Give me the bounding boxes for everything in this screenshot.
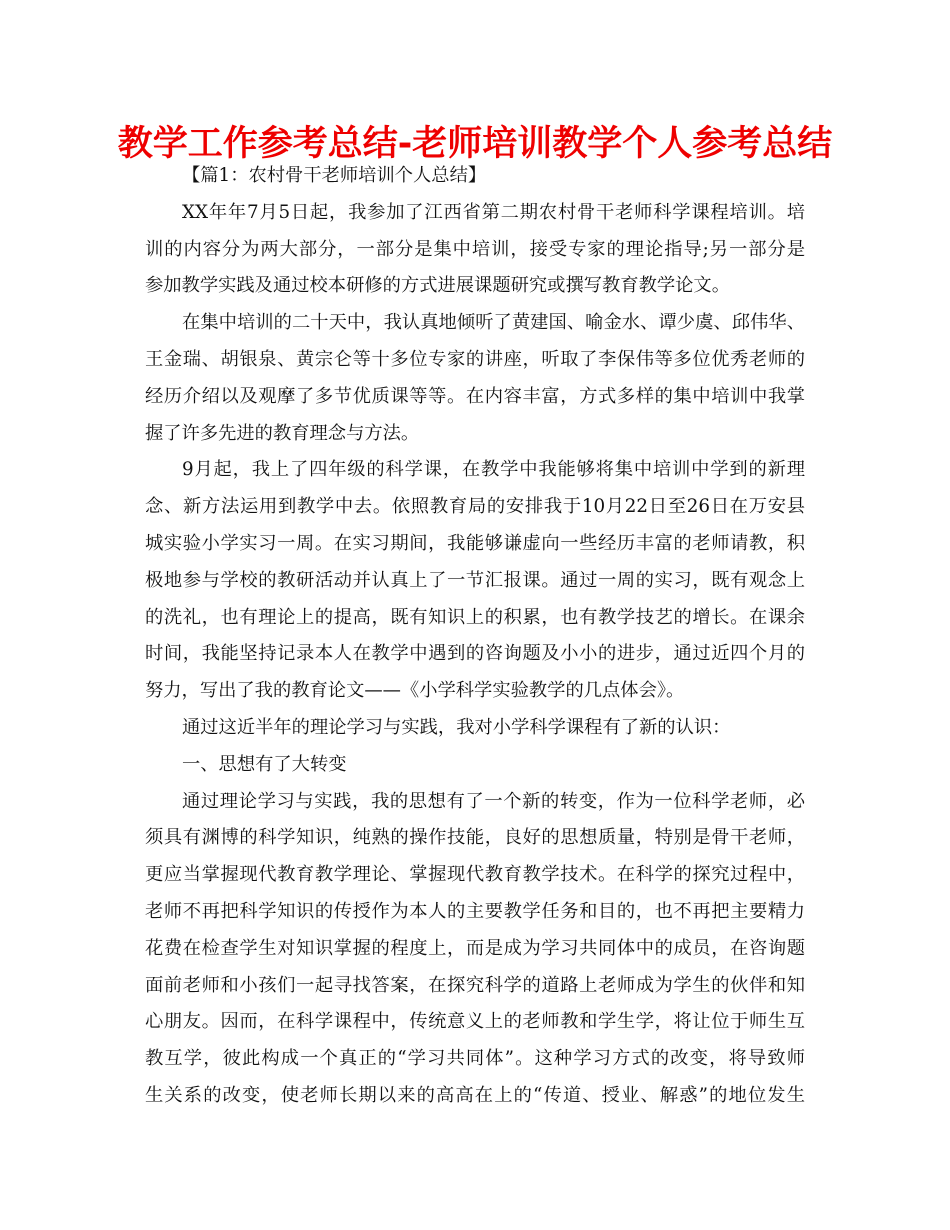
text-line: 通过理论学习与实践，我的思想有了一个新的转变，作为一位科学老师，必	[182, 790, 805, 812]
text-line: 教互学，彼此构成一个真正的“学习共同体”。这种学习方式的改变，将导致师	[145, 1048, 805, 1070]
document-title: 教学工作参考总结-老师培训教学个人参考总结	[117, 124, 833, 164]
text-line: 的洗礼，也有理论上的提高，既有知识上的积累，也有教学技艺的增长。在课余	[145, 606, 805, 628]
text-line: 训的内容分为两大部分，一部分是集中培训，接受专家的理论指导;另一部分是	[145, 238, 805, 260]
text-line: 生关系的改变，使老师长期以来的高高在上的“传道、授业、解惑”的地位发生	[145, 1084, 805, 1106]
text-line: 【篇1：农村骨干老师培训个人总结】	[182, 165, 487, 186]
text-line: 通过这近半年的理论学习与实践，我对小学科学课程有了新的认识：	[182, 716, 731, 738]
text-line: 在集中培训的二十天中，我认真地倾听了黄建国、喻金水、谭少虞、邱伟华、	[182, 312, 805, 334]
text-line: 心朋友。因而，在科学课程中，传统意义上的老师教和学生学，将让位于师生互	[145, 1011, 805, 1033]
text-line: 更应当掌握现代教育教学理论、掌握现代教育教学技术。在科学的探究过程中，	[145, 864, 805, 886]
text-line: 花费在检查学生对知识掌握的程度上，而是成为学习共同体中的成员，在咨询题	[145, 937, 805, 959]
text-line: 极地参与学校的教研活动并认真上了一节汇报课。通过一周的实习，既有观念上	[145, 569, 805, 591]
text-line: 时间，我能坚持记录本人在教学中遇到的咨询题及小小的进步，通过近四个月的	[145, 643, 805, 665]
text-line: 王金瑞、胡银泉、黄宗仑等十多位专家的讲座，听取了李保伟等多位优秀老师的	[145, 348, 805, 370]
text-line: 须具有渊博的科学知识，纯熟的操作技能，良好的思想质量，特别是骨干老师，	[145, 827, 805, 849]
text-line: 努力，写出了我的教育论文——《小学科学实验教学的几点体会》。	[145, 680, 685, 702]
text-line: 参加教学实践及通过校本研修的方式进展课题研究或撰写教育教学论文。	[145, 275, 730, 297]
text-line: 念、新方法运用到教学中去。依照教育局的安排我于10月22日至26日在万安县	[145, 496, 805, 518]
text-line: 城实验小学实习一周。在实习期间，我能够谦虚向一些经历丰富的老师请教，积	[145, 532, 805, 554]
text-line: 面前老师和小孩们一起寻找答案，在探究科学的道路上老师成为学生的伙伴和知	[145, 974, 805, 996]
text-line: 经历介绍以及观摩了多节优质课等等。在内容丰富，方式多样的集中培训中我掌	[145, 385, 805, 407]
document-body	[145, 158, 805, 1115]
text-line: 老师不再把科学知识的传授作为本人的主要教学任务和目的，也不再把主要精力	[145, 900, 805, 922]
text-line: 一、思想有了大转变	[182, 753, 347, 775]
text-line: 握了许多先进的教育理念与方法。	[145, 422, 420, 444]
text-line: XX年年7月5日起，我参加了江西省第二期农村骨干老师科学课程培训。培	[182, 201, 805, 223]
text-line: 9月起，我上了四年级的科学课，在教学中我能够将集中培训中学到的新理	[182, 459, 805, 481]
